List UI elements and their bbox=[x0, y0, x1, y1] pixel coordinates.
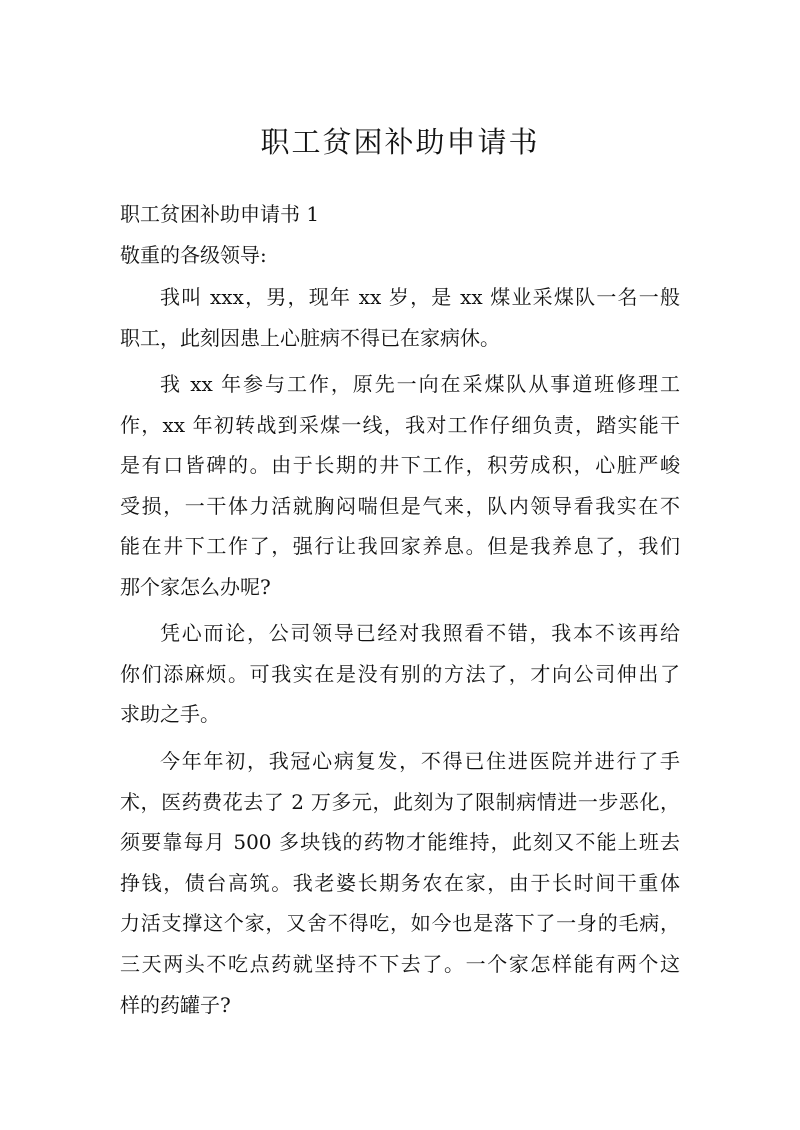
paragraph-line: 职工，此刻因患上心脏病不得已在家病休。 bbox=[120, 325, 500, 350]
paragraph-line: 今年年初，我冠心病复发，不得已住进医院并进行了手 bbox=[160, 749, 680, 773]
paragraph-line: 挣钱，债台高筑。我老婆长期务农在家，由于长时间干重体 bbox=[120, 870, 680, 895]
salutation: 敬重的各级领导: bbox=[120, 243, 267, 267]
paragraph-line: 作，xx 年初转战到采煤一线，我对工作仔细负责，踏实能干 bbox=[120, 412, 680, 437]
paragraph-line: 我叫 xxx，男，现年 xx 岁，是 xx 煤业采煤队一名一般 bbox=[160, 285, 680, 309]
paragraph-2 bbox=[120, 364, 680, 608]
paragraph-1 bbox=[120, 277, 680, 358]
document-title: 职工贫困补助申请书 bbox=[260, 125, 540, 159]
paragraph-line: 样的药罐子? bbox=[120, 992, 231, 1017]
paragraph-line: 术，医药费花去了 2 万多元，此刻为了限制病情进一步恶化， bbox=[120, 789, 680, 814]
paragraph-line: 凭心而论，公司领导已经对我照看不错，我本不该再给 bbox=[160, 621, 680, 645]
paragraph-line: 须要靠每月 500 多块钱的药物才能维持，此刻又不能上班去 bbox=[120, 830, 680, 855]
document-subtitle: 职工贫困补助申请书 1 bbox=[120, 202, 320, 226]
paragraph-line: 是有口皆碑的。由于长期的井下工作，积劳成积，心脏严峻 bbox=[120, 453, 680, 478]
paragraph-line: 求助之手。 bbox=[120, 702, 220, 727]
paragraph-line: 你们添麻烦。可我实在是没有别的方法了，才向公司伸出了 bbox=[120, 661, 680, 686]
paragraph-3 bbox=[120, 613, 680, 735]
paragraph-line: 能在井下工作了，强行让我回家养息。但是我养息了，我们 bbox=[120, 534, 680, 559]
paragraph-line: 我 xx 年参与工作，原先一向在采煤队从事道班修理工 bbox=[160, 372, 680, 396]
paragraph-line: 三天两头不吃点药就坚持不下去了。一个家怎样能有两个这 bbox=[120, 951, 680, 976]
paragraph-line: 力活支撑这个家，又舍不得吃，如今也是落下了一身的毛病， bbox=[120, 911, 680, 936]
paragraph-line: 受损，一干体力活就胸闷喘但是气来，队内领导看我实在不 bbox=[120, 493, 680, 518]
paragraph-line: 那个家怎么办呢? bbox=[120, 574, 271, 599]
paragraph-4 bbox=[120, 741, 680, 1025]
